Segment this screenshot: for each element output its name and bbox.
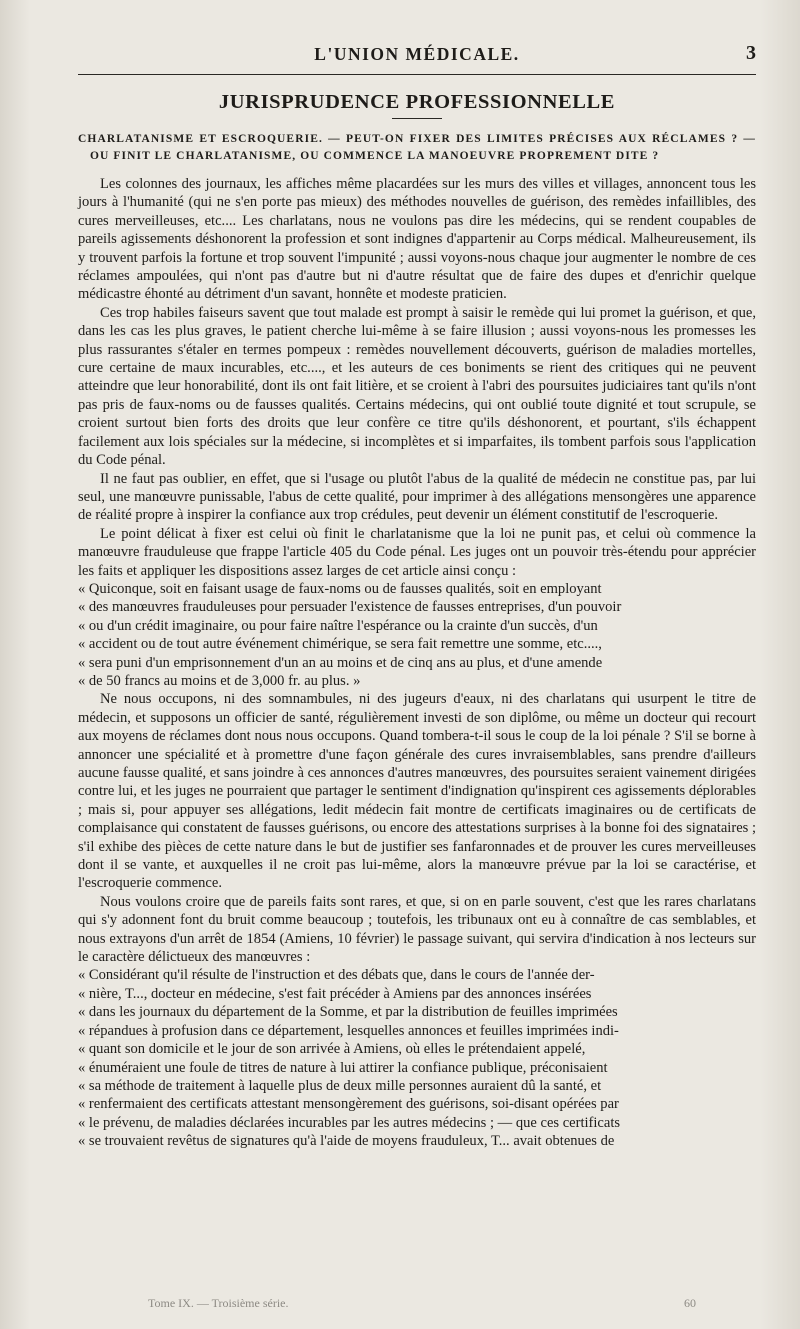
- quote-line: « répandues à profusion dans ce département, lesquelles annonces et feuilles imprimées indi-: [78, 1022, 619, 1039]
- paragraph: Les colonnes des journaux, les affiches même placardées sur les murs des villes et villages, annoncent tous les jours à l'humanité (qui ne s'en porte pas mieux) des méthodes nouvelles de guérison, des remèdes infaillibles, des cures merveilleuses, etc.... Les charlatans, nous ne voulons pas dire les médecins, qui se rendent coupables de pareils agissements déshonorent la profession et sont indignes d'appartenir au Corps médical. Malheureusement, ils y trouvent parfois la fortune et trop souvent l'impunité ; aussi voyons-nous chaque jour augmenter le nombre de ces réclames ampoulées, qui n'ont pas d'autre but ni d'autre résultat que de faire des dupes et d'enrichir quelque médicastre éhonté au détriment d'un savant, honnête et modeste praticien.: [78, 176, 756, 303]
- quote-line: « Considérant qu'il résulte de l'instruction et des débats que, dans le cours de l'année der-: [78, 967, 595, 984]
- quote-line: « énuméraient une foule de titres de nature à lui attirer la confiance publique, préconisaient: [78, 1059, 608, 1076]
- article-subtitle: CHARLATANISME ET ESCROQUERIE. — PEUT-ON FIXER DES LIMITES PRÉCISES AUX RÉCLAMES ? — OU FINIT LE CHARLATANISME, OU COMMENCE LA MANOEUVRE PROPREMENT DITE ?: [78, 133, 756, 162]
- footer-signature: 60: [684, 1296, 696, 1310]
- quote-line: « le prévenu, de maladies déclarées incurables par les autres médecins ; — que ces certificats: [78, 1114, 621, 1131]
- section-title: JURISPRUDENCE PROFESSIONNELLE: [218, 91, 616, 113]
- quote-line: « ou d'un crédit imaginaire, ou pour faire naître l'espérance ou la crainte d'un succès, d'un: [78, 617, 598, 634]
- quote-line: « renfermaient des certificats attestant mensongèrement des guérisons, soi-disant opérées par: [78, 1096, 619, 1113]
- quote-line: « sera puni d'un emprisonnement d'un an au moins et de cinq ans au plus, et d'une amende: [78, 654, 603, 671]
- quote-line: « Quiconque, soit en faisant usage de faux-noms ou de fausses qualités, soit en employant: [78, 580, 602, 597]
- quote-line: « dans les journaux du département de la Somme, et par la distribution de feuilles imprimées: [78, 1004, 618, 1021]
- paragraph: Ces trop habiles faiseurs savent que tout malade est prompt à saisir le remède qui lui promet la guérison, et que, dans les cas les plus graves, le patient cherche lui-même à se faire illusion ; aussi voyons-nous les promesses les plus rassurantes s'étaler en termes pompeux : remèdes nouvellement découverts, guérison de maladies mortelles, cure certaine de maux incurables, etc...., et les auteurs de ces boniments se rient des critiques qui ne peuvent atteindre que leur honorabilité, dont ils ont fait litière, et se croient à l'abri des poursuites judiciaires tant qu'ils n'ont pas pris de faux-noms ou de fausses qualités. Certains médecins, qui ont oublié toute dignité et tout scrupule, se croient surtout bien forts des droits que leur confère ce titre qu'ils déshonorent, et pourtant, s'ils échappent facilement aux lois spéciales sur la médecine, si incomplètes et si imparfaites, ils tombent parfois sous l'application du Code pénal.: [78, 304, 756, 469]
- paragraph: Nous voulons croire que de pareils faits sont rares, et que, si on en parle souvent, c'est que les rares charlatans qui s'y adonnent font du bruit comme beaucoup ; toutefois, les tribunaux ont eu à connaître de cas semblables, et nous extrayons d'un arrêt de 1854 (Amiens, 10 février) le passage suivant, qui servira d'indication à nos lecteurs sur le caractère délictueux des manœuvres :: [78, 893, 756, 966]
- paragraph: Il ne faut pas oublier, en effet, que si l'usage ou plutôt l'abus de la qualité de médecin ne constitue pas, par lui seul, une manœuvre punissable, l'abus de cette qualité, pour imprimer à des allégations mensongères une apparence de réalité propre à inspirer la confiance aux trop crédules, peut devenir un élément constitutif de l'escroquerie.: [78, 470, 756, 524]
- page-number: 3: [746, 42, 756, 64]
- article-body: [78, 175, 756, 1151]
- page-footer: [78, 1296, 756, 1316]
- quote-line: « sa méthode de traitement à laquelle plus de deux mille personnes auraient dû la santé, et: [78, 1077, 602, 1094]
- quote-line: « accident ou de tout autre événement chimérique, se sera fait remettre une somme, etc....,: [78, 636, 602, 653]
- paragraph: Le point délicat à fixer est celui où finit le charlatanisme que la loi ne punit pas, et celui où commence la manœuvre frauduleuse que frappe l'article 405 du Code pénal. Les juges ont un pouvoir très-étendu pour apprécier les faits et appliquer les dispositions assez larges de cet article ainsi conçu :: [78, 525, 756, 579]
- running-head: [78, 38, 756, 75]
- quote-line: « se trouvaient revêtus de signatures qu'à l'aide de moyens frauduleux, T... avait obtenues de: [78, 1133, 615, 1150]
- quote-line: « de 50 francs au moins et de 3,000 fr. au plus. »: [78, 672, 361, 689]
- footer-volume: Tome IX. — Troisième série.: [148, 1296, 289, 1310]
- title-rule: [392, 118, 442, 119]
- paragraph: Ne nous occupons, ni des somnambules, ni des jugeurs d'eaux, ni des charlatans qui usurpent le titre de médecin, et supposons un officier de santé, régulièrement investi de son diplôme, ou même un docteur qui recourt aux moyens de réclames dont nous nous occupons. Quand tombera-t-il sous le coup de la loi pénale ? S'il se borne à annoncer une spécialité et à promettre d'une façon générale des cures invraisemblables, sans prendre d'ailleurs aucune fausse qualité, et sans joindre à ces annonces d'autres manœuvres, des poursuites seraient vainement dirigées contre lui, et les juges ne pourraient que partager le sentiment d'indignation qu'inspirent ces agissements déplorables ; mais si, pour appuyer ses allégations, ledit médecin fait montre de certificats imaginaires ou de certificats de complaisance qui constatent de fausses guérisons, ou encore des attestations surprises à la bonne foi des signataires ; s'il exhibe des pièces de cette nature dans le but de justifier ses fanfaronnades et de prouver les cures merveilleuses dont il se vante, et auxquelles il ne croit pas lui-même, alors la manœuvre prévue par la loi se caractérise, et l'escroquerie commence.: [78, 691, 756, 892]
- quote-line: « nière, T..., docteur en médecine, s'est fait précéder à Amiens par des annonces insérées: [78, 985, 592, 1002]
- quote-line: « quant son domicile et le jour de son arrivée à Amiens, où elles le prétendaient appelé,: [78, 1041, 586, 1058]
- quote-line: « des manœuvres frauduleuses pour persuader l'existence de fausses entreprises, d'un pouvoir: [78, 599, 622, 616]
- running-title: L'UNION MÉDICALE.: [314, 44, 520, 64]
